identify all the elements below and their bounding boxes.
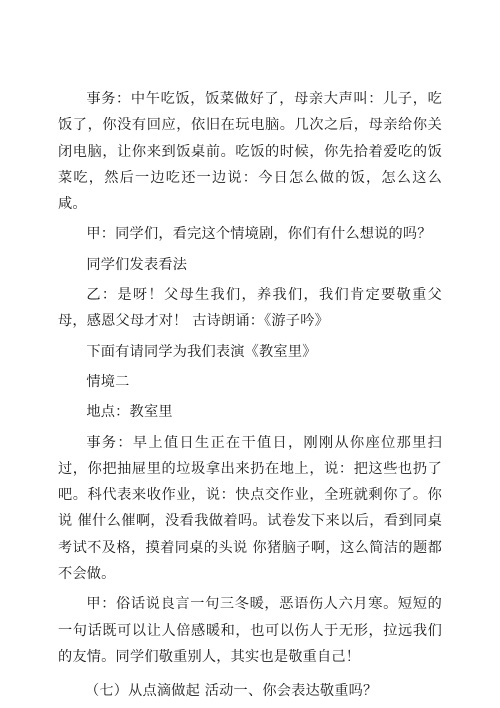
paragraph-scenario-two: 事务：早上值日生正在干值日，刚刚从你座位那里扫过，你把抽屉里的垃圾拿出来扔在地上，说：把这些也扔了吧。科代表来收作业，说：快点交作业，全班就剩你了。你说 催什么催啊，没看我做着吗。试卷发下来以后，看到同桌考试不及格，摸着同桌的头说 你猪脑子啊，这么简洁的题都不会做。 [58, 434, 442, 583]
paragraph-section-seven: （七）从点滴做起 活动一、你会表达敬重吗？ [84, 683, 378, 700]
paragraph-students-discuss: 同学们发表看法 [86, 256, 188, 273]
paragraph-host-b-response: 乙：是呀！父母生我们，养我们，我们肯定要敬重父母，感恩父母才对！ 古诗朗诵：《游子吟》 [58, 287, 442, 330]
paragraph-host-a-conclusion: 甲：俗话说良言一句三冬暖，恶语伤人六月寒。短短的一句话既可以让人倍感暖和，也可以伤人于无形，拉远我们的友情。同学们敬重别人，其实也是敬重自己！ [58, 596, 442, 665]
paragraph-invite-performance: 下面有请同学为我们表演《教室里》 [86, 343, 317, 360]
paragraph-location: 地点：教室里 [86, 404, 173, 421]
paragraph-scenario-one: 事务：中午吃饭，饭菜做好了，母亲大声叫：儿子，吃饭了，你没有回应，依旧在玩电脑。几次之后，母亲给你关闭电脑，让你来到饭桌前。吃饭的时候，你先拾着爱吃的饭菜吃，然后一边吃还一边说：今日怎么做的饭，怎么这么咸。 [58, 91, 442, 213]
paragraph-host-a-question: 甲：同学们，看完这个情境剧，你们有什么想说的吗？ [86, 226, 432, 243]
paragraph-scenario-two-title: 情境二 [86, 373, 130, 390]
